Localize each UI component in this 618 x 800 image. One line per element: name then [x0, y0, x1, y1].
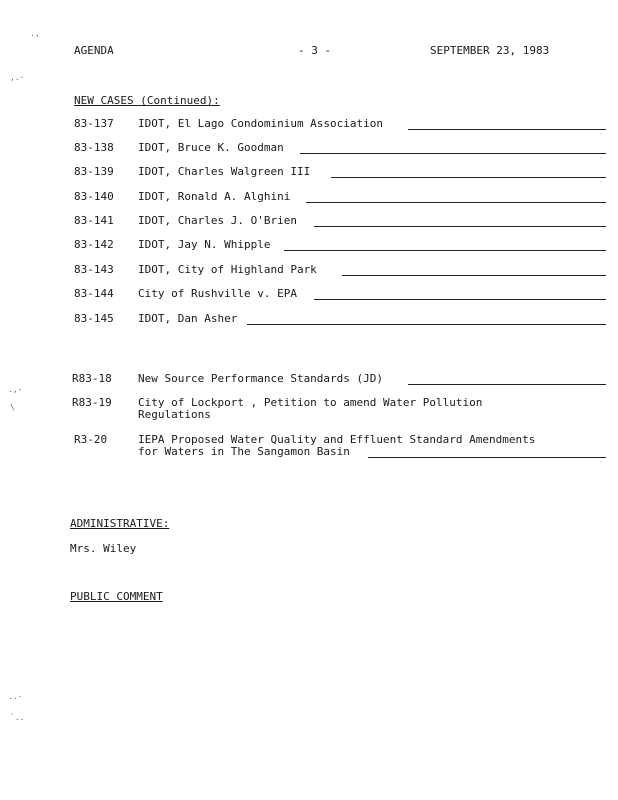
fill-line	[314, 226, 606, 227]
scan-mark: \	[10, 403, 15, 412]
fill-line	[408, 384, 606, 385]
new-cases-heading: NEW CASES (Continued):	[74, 94, 220, 107]
fill-line	[284, 250, 606, 251]
case-number: 83-142	[74, 238, 114, 251]
scan-mark: ,.·	[10, 73, 25, 82]
case-title: IDOT, Charles Walgreen III	[138, 165, 311, 178]
case-number: 83-137	[74, 117, 114, 130]
regulatory-title-cont: Regulations	[138, 408, 211, 421]
fill-line	[368, 457, 606, 458]
fill-line	[247, 324, 606, 325]
case-title: City of Rushville v. EPA	[138, 287, 297, 300]
case-title: IDOT, City of Highland Park	[138, 263, 317, 276]
fill-line	[408, 129, 606, 130]
fill-line	[306, 202, 606, 203]
fill-line	[331, 177, 606, 178]
case-number: 83-140	[74, 190, 114, 203]
fill-line	[342, 275, 606, 276]
case-number: 83-145	[74, 312, 114, 325]
page-number: - 3 -	[298, 44, 332, 57]
fill-line	[300, 153, 606, 154]
scan-mark: .,	[30, 29, 40, 38]
case-title: IDOT, El Lago Condominium Association	[138, 117, 384, 130]
case-title: IDOT, Dan Asher	[138, 312, 238, 325]
case-number: 83-144	[74, 287, 114, 300]
scan-mark: ..·	[8, 692, 23, 701]
case-title: IDOT, Jay N. Whipple	[138, 238, 271, 251]
case-number: 83-139	[74, 165, 114, 178]
case-title: IDOT, Bruce K. Goodman	[138, 141, 284, 154]
regulatory-number: R3-20	[74, 433, 108, 446]
public-comment-heading: PUBLIC COMMENT	[70, 590, 163, 603]
regulatory-number: R83-19	[72, 396, 112, 409]
case-number: 83-143	[74, 263, 114, 276]
scan-mark: `..	[10, 713, 25, 722]
header-date: SEPTEMBER 23, 1983	[430, 44, 550, 57]
regulatory-title: City of Lockport , Petition to amend Water Pollution	[138, 396, 483, 409]
administrative-item: Mrs. Wiley	[70, 542, 137, 555]
case-title: IDOT, Charles J. O'Brien	[138, 214, 297, 227]
case-title: IDOT, Ronald A. Alghini	[138, 190, 291, 203]
scan-mark: .,-	[8, 385, 23, 394]
administrative-heading: ADMINISTRATIVE:	[70, 517, 170, 530]
fill-line	[314, 299, 606, 300]
regulatory-number: R83-18	[72, 372, 112, 385]
header-agenda: AGENDA	[74, 44, 114, 57]
case-number: 83-138	[74, 141, 114, 154]
regulatory-title: IEPA Proposed Water Quality and Effluent Standard Amendments	[138, 433, 536, 446]
regulatory-title: New Source Performance Standards (JD)	[138, 372, 384, 385]
regulatory-title-cont: for Waters in The Sangamon Basin	[138, 445, 350, 458]
case-number: 83-141	[74, 214, 114, 227]
